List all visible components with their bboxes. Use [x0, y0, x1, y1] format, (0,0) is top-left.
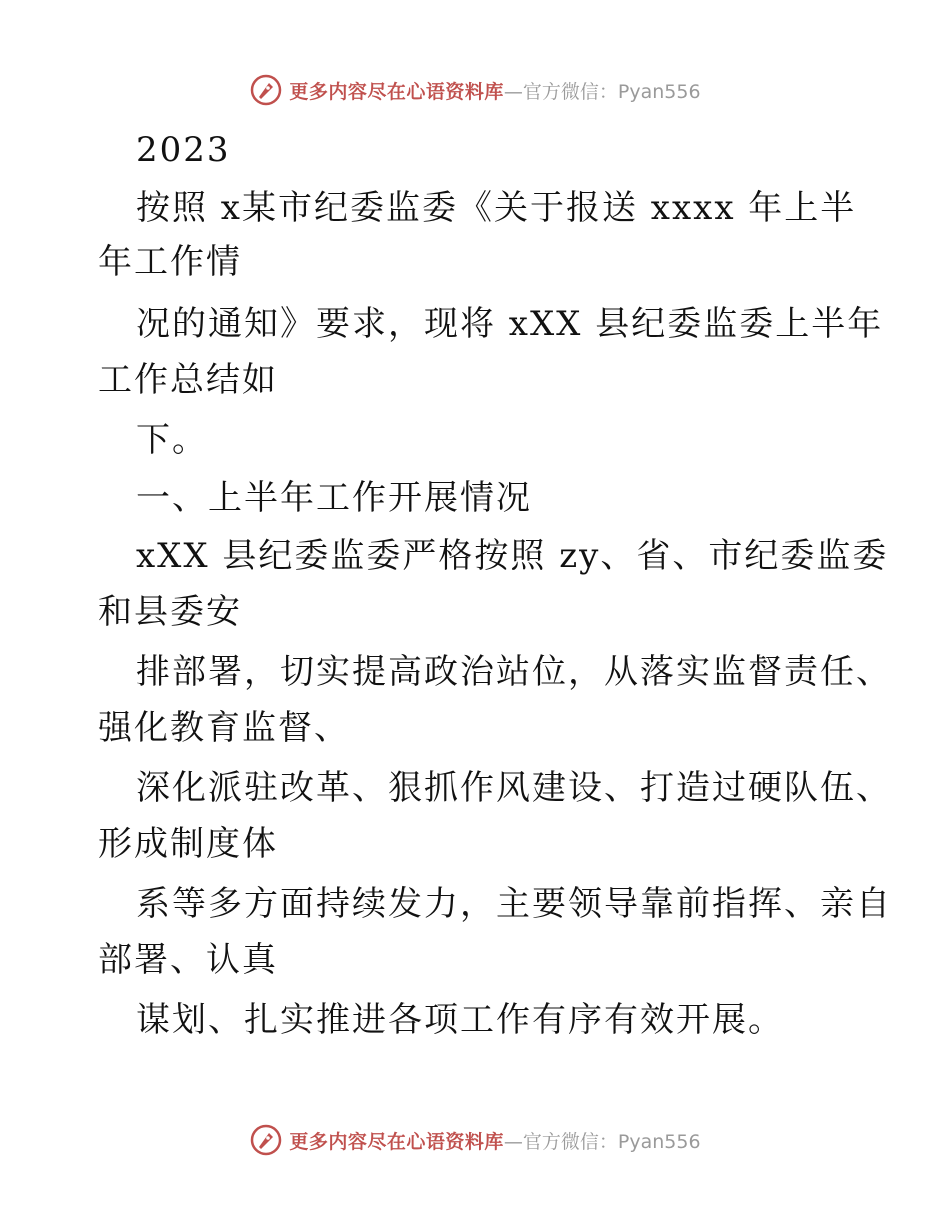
doc-line: 形成制度体 [98, 824, 278, 864]
doc-line: 排部署，切实提高政治站位，从落实监督责任、 [136, 652, 892, 692]
watermark-brand: 更多内容尽在心语资料库 [289, 80, 504, 103]
watermark-wechat: —官方微信：Pyan556 [503, 1130, 701, 1153]
watermark-footer [0, 1120, 950, 1160]
doc-line: 系等多方面持续发力，主要领导靠前指挥、亲自 [136, 884, 892, 924]
doc-line: xXX 县纪委监委严格按照 zy、省、市纪委监委 [136, 536, 889, 576]
doc-line: 下。 [136, 420, 208, 460]
pen-nib-circle-icon [249, 1123, 283, 1157]
doc-line: 深化派驻改革、狠抓作风建设、打造过硬队伍、 [136, 768, 892, 808]
doc-line: 况的通知》要求，现将 xXX 县纪委监委上半年 [136, 304, 884, 344]
watermark-wechat: —官方微信：Pyan556 [503, 80, 701, 103]
doc-line: 谋划、扎实推进各项工作有序有效开展。 [136, 1000, 784, 1040]
section-heading: 一、上半年工作开展情况 [136, 478, 532, 518]
doc-line: 和县委安 [98, 592, 242, 632]
watermark-brand: 更多内容尽在心语资料库 [289, 1130, 504, 1153]
doc-line: 强化教育监督、 [98, 708, 350, 748]
doc-line-year: 2023 [136, 130, 231, 170]
pen-nib-circle-icon [249, 73, 283, 107]
watermark-header [0, 70, 950, 110]
doc-line: 工作总结如 [98, 360, 278, 400]
doc-line: 年工作情 [98, 242, 242, 282]
doc-line: 部署、认真 [98, 940, 278, 980]
doc-line: 按照 x某市纪委监委《关于报送 xxxx 年上半 [136, 188, 857, 228]
